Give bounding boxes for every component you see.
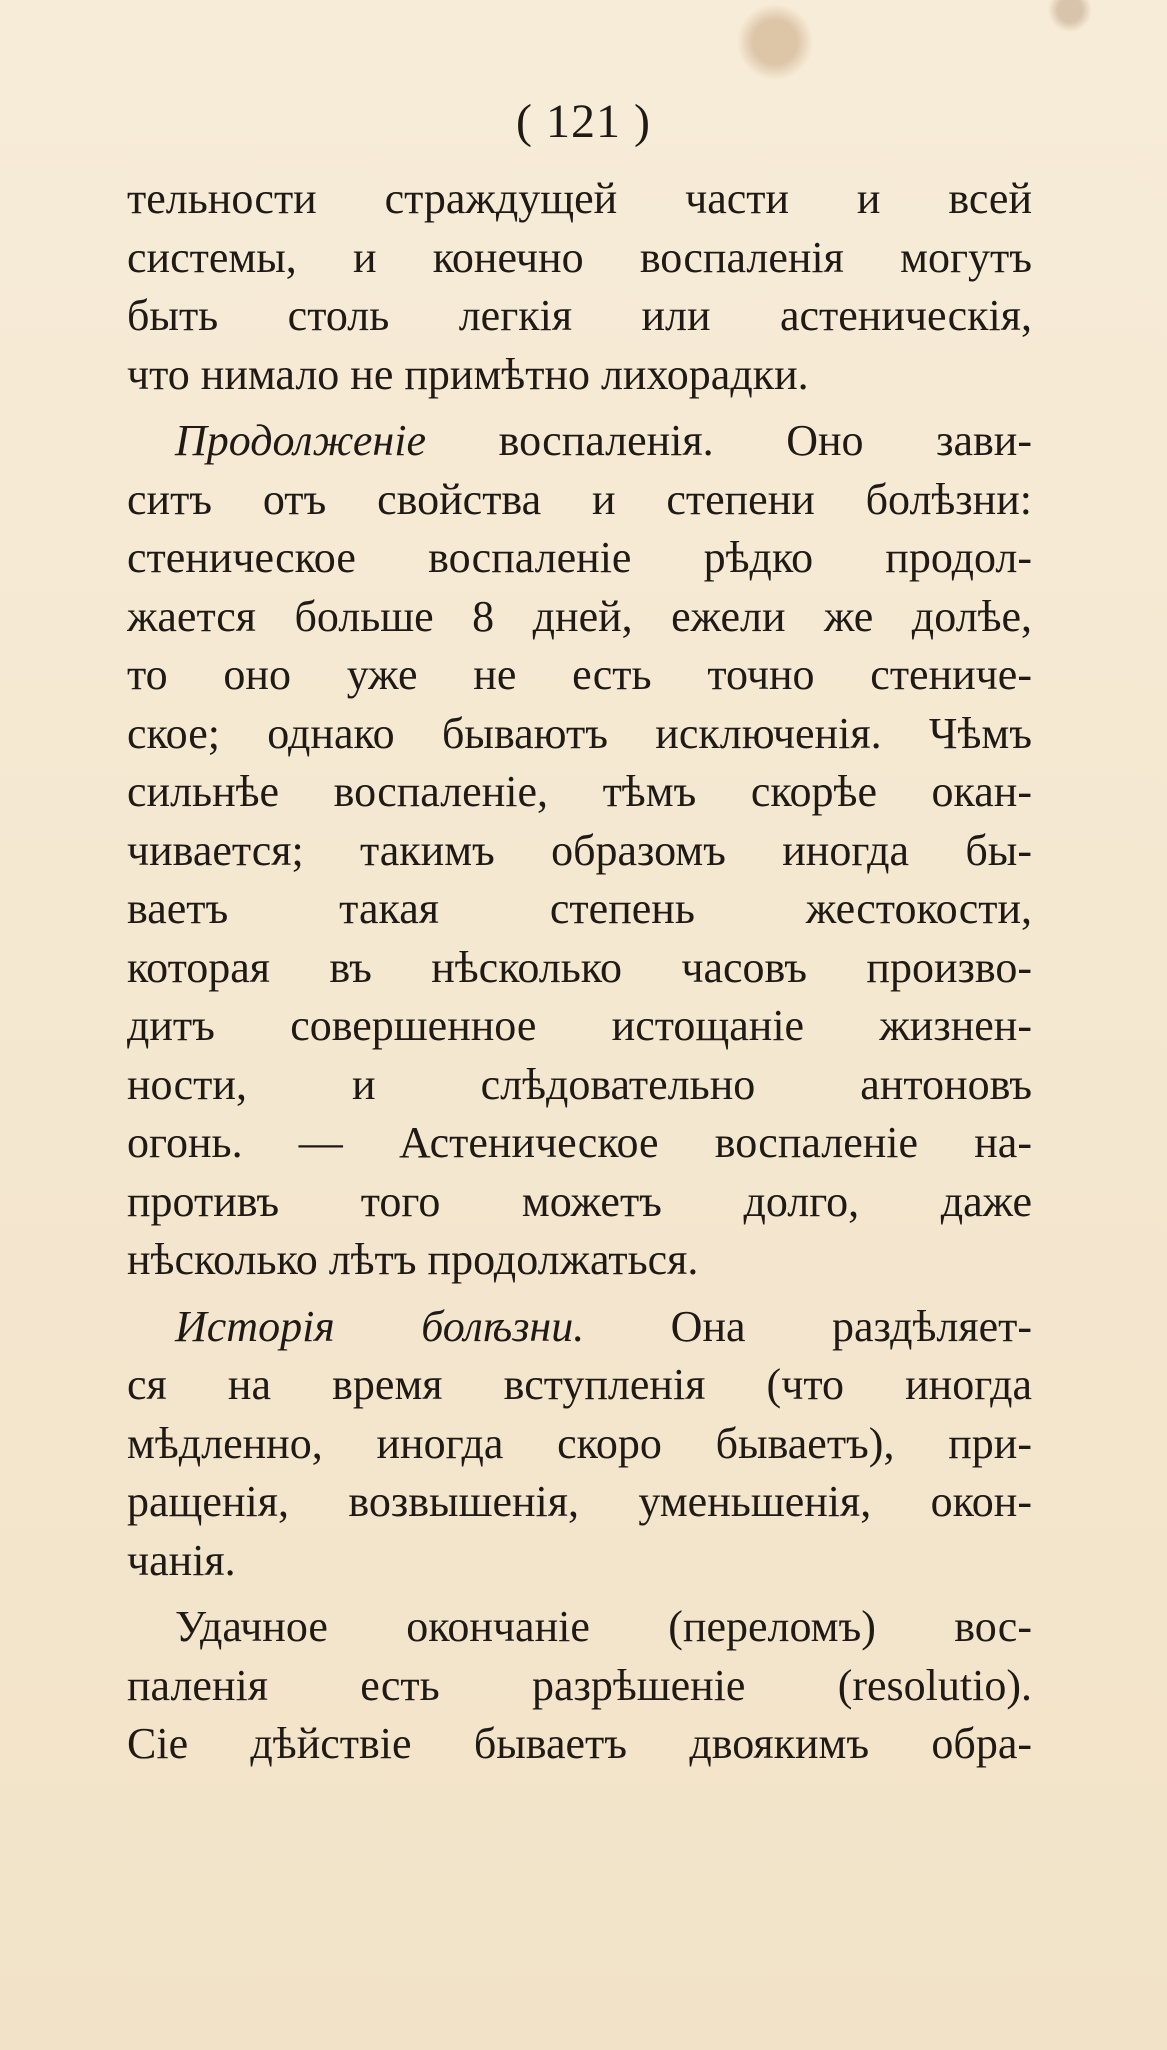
text-line: [127, 1114, 1032, 1173]
text-run: огонь. — Астеническое воспаленіе на-: [127, 1118, 1032, 1167]
text-line: [127, 1298, 1032, 1357]
text-line: [127, 229, 1032, 288]
text-line: [127, 1415, 1032, 1474]
text-run: противъ того можетъ долго, даже: [127, 1176, 1032, 1226]
text-run: ситъ отъ свойства и степени болѣзни:: [127, 474, 1032, 524]
text-line: [127, 939, 1032, 998]
text-line: [127, 588, 1032, 647]
text-run: жается больше 8 дней, ежели же долѣе,: [127, 591, 1032, 641]
text-run: Удачное окончаніе (переломъ) вос-: [175, 1602, 1032, 1651]
text-run: то оно уже не есть точно стениче-: [127, 650, 1032, 699]
text-line: [127, 880, 1032, 939]
text-run: нѣсколько лѣтъ продолжаться.: [127, 1235, 699, 1284]
text-line: [127, 346, 1032, 405]
text-line: [127, 1532, 1032, 1591]
text-line: [127, 1231, 1032, 1290]
text-block: [127, 170, 1032, 1774]
text-line: [127, 1598, 1032, 1657]
text-line: [127, 822, 1032, 881]
text-line: [127, 646, 1032, 705]
text-run: ся на время вступленія (что иногда: [127, 1360, 1032, 1409]
text-run: чивается; такимъ образомъ иногда бы-: [127, 825, 1032, 875]
text-run: ращенія, возвышенія, уменьшенія, окон-: [127, 1477, 1032, 1526]
text-run: системы, и конечно воспаленія могутъ: [127, 232, 1032, 282]
text-run: ности, и слѣдовательно антоновъ: [127, 1059, 1032, 1109]
text-run: Она раздѣляет-: [584, 1301, 1032, 1351]
italic-run: Продолженіе: [175, 416, 427, 465]
text-line: [127, 705, 1032, 764]
text-line: [127, 1173, 1032, 1232]
text-run: сильнѣе воспаленіе, тѣмъ скорѣе окан-: [127, 767, 1032, 816]
text-run: что нимало не примѣтно лихорадки.: [127, 349, 809, 399]
text-run: тельности страждущей части и всей: [127, 174, 1032, 223]
text-run: мѣдленно, иногда скоро бываетъ), при-: [127, 1418, 1032, 1468]
text-run: воспаленія. Оно зави-: [426, 416, 1032, 465]
text-run: дитъ совершенное истощаніе жизнен-: [127, 1001, 1032, 1050]
text-line: [127, 1356, 1032, 1415]
text-run: которая въ нѣсколько часовъ произво-: [127, 942, 1032, 992]
text-run: быть столь легкія или астеническія,: [127, 291, 1032, 340]
text-run: чанія.: [127, 1535, 236, 1585]
text-line: [127, 471, 1032, 530]
page-number: ( 121 ): [516, 95, 651, 148]
text-run: Сіе дѣйствіе бываетъ двоякимъ обра-: [127, 1719, 1032, 1768]
italic-run: Исторія болѣзни.: [175, 1301, 585, 1351]
text-line: [127, 529, 1032, 588]
text-run: паленія есть разрѣшеніе (resolutio).: [127, 1660, 1032, 1710]
text-run: стеническое воспаленіе рѣдко продол-: [127, 533, 1032, 582]
text-line: [127, 763, 1032, 822]
text-run: ваетъ такая степень жестокости,: [127, 884, 1032, 933]
text-line: [127, 1715, 1032, 1774]
text-line: [127, 412, 1032, 471]
text-line: [127, 170, 1032, 229]
text-line: [127, 287, 1032, 346]
text-line: [127, 997, 1032, 1056]
text-line: [127, 1473, 1032, 1532]
text-run: ское; однако бываютъ исключенія. Чѣмъ: [127, 708, 1032, 758]
text-line: [127, 1056, 1032, 1115]
text-line: [127, 1657, 1032, 1716]
